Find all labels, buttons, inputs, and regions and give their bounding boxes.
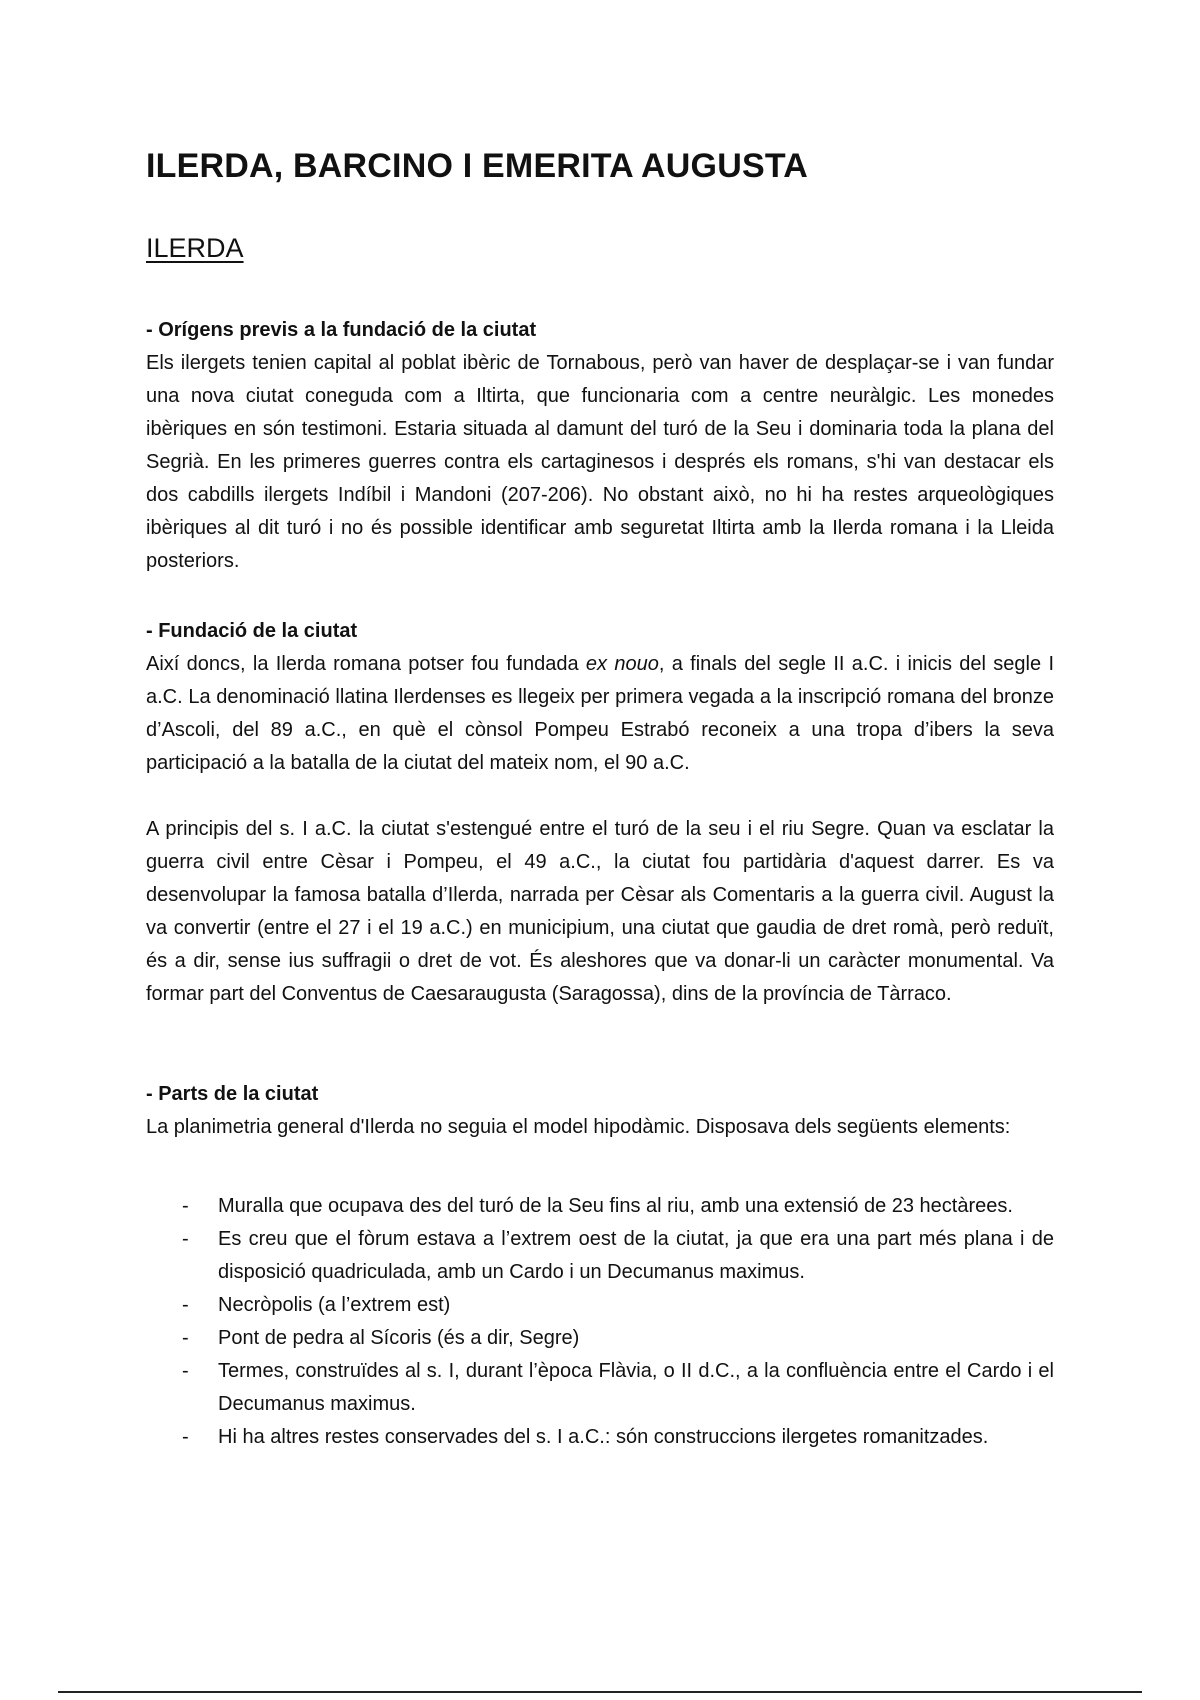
list-item: [146, 1322, 1054, 1355]
foundation-heading: - Fundació de la ciutat: [146, 620, 358, 642]
parts-paragraph: La planimetria general d'Ilerda no seguia el model hipodàmic. Disposava dels següents elements:: [146, 1116, 1011, 1138]
section-foundation: [146, 615, 1054, 780]
list-item: [146, 1190, 1054, 1223]
list-item: [146, 1289, 1054, 1322]
list-item: [146, 1223, 1054, 1289]
origins-paragraph: Els ilergets tenien capital al poblat ibèric de Tornabous, però van haver de desplaçar-se i van fundar una nova ciutat coneguda com a Iltirta, que funcionaria com a centre neuràlgic. Les monedes ibèriques en són testimoni. Estaria situada al damunt del turó de la Seu i dominaria toda la plana del Segrià. En les primeres guerres contra els cartaginesos i després els romans, s'hi van destacar els dos cabdills ilergets Indíbil i Mandoni (207-206). No obstant això, no hi ha restes arqueològiques ibèriques al dit turó i no és possible identificar amb seguretat Iltirta amb la Ilerda romana i la Lleida posteriors.: [146, 352, 1054, 572]
bullet-marker: -: [182, 1228, 189, 1250]
document-title: ILERDA, BARCINO I EMERITA AUGUSTA: [146, 147, 809, 185]
bullet-marker: -: [182, 1327, 189, 1349]
list-item: [146, 1355, 1054, 1421]
foundation-text-part2: , a finals del segle II a.C. i inicis del segle I a.C. La denominació llatina Ilerdenses es llegeix per primera vegada a la inscripció romana del bronze d’Ascoli, del 89 a.C., en què el cònsol Pompeu Estrabó reconeix a una tropa d’ibers la seva participació a la batalla de la ciutat del mateix nom, el 90 a.C.: [146, 653, 1054, 774]
list-item-text: Necròpolis (a l’extrem est): [218, 1294, 451, 1316]
foundation-text-italic: ex nouo: [585, 653, 659, 675]
parts-heading: - Parts de la ciutat: [146, 1083, 319, 1105]
section-history: [146, 813, 1054, 1011]
bullet-marker: -: [182, 1195, 189, 1217]
bullet-marker: -: [182, 1294, 189, 1316]
bullet-marker: -: [182, 1426, 189, 1448]
section-title-ilerda: ILERDA: [146, 233, 244, 263]
list-item: [146, 1421, 1054, 1454]
list-item-text: Es creu que el fòrum estava a l’extrem oest de la ciutat, ja que era una part més plana i de disposició quadriculada, amb un Cardo i un Decumanus maximus.: [218, 1228, 1054, 1283]
list-item-text: Hi ha altres restes conservades del s. I a.C.: són construccions ilergetes romanitzades.: [218, 1426, 989, 1448]
section-origins: [146, 314, 1054, 578]
footer-divider: [58, 1691, 1142, 1693]
history-paragraph: A principis del s. I a.C. la ciutat s'estengué entre el turó de la seu i el riu Segre. Quan va esclatar la guerra civil entre Cèsar i Pompeu, el 49 a.C., la ciutat fou partidària d'aquest darrer. Es va desenvolupar la famosa batalla d’Ilerda, narrada per Cèsar als Comentaris a la guerra civil. August la va convertir (entre el 27 i el 19 a.C.) en municipium, una ciutat que gaudia de dret romà, però reduït, és a dir, sense ius suffragii o dret de vot. És aleshores que va donar-li un caràcter monumental. Va formar part del Conventus de Caesaraugusta (Saragossa), dins de la província de Tàrraco.: [146, 818, 1054, 1005]
foundation-text-part1: Així doncs, la Ilerda romana potser fou fundada: [146, 653, 586, 675]
list-item-text: Pont de pedra al Sícoris (és a dir, Segre): [218, 1327, 580, 1349]
list-item-text: Termes, construïdes al s. I, durant l’època Flàvia, o II d.C., a la confluència entre el Cardo i el Decumanus maximus.: [218, 1360, 1054, 1415]
foundation-paragraph: [146, 648, 1054, 780]
origins-heading: - Orígens previs a la fundació de la ciutat: [146, 319, 537, 341]
section-parts: [146, 1078, 1054, 1144]
bullet-marker: -: [182, 1360, 189, 1382]
city-parts-list: [146, 1190, 1054, 1454]
list-item-text: Muralla que ocupava des del turó de la Seu fins al riu, amb una extensió de 23 hectàrees.: [218, 1195, 1013, 1217]
